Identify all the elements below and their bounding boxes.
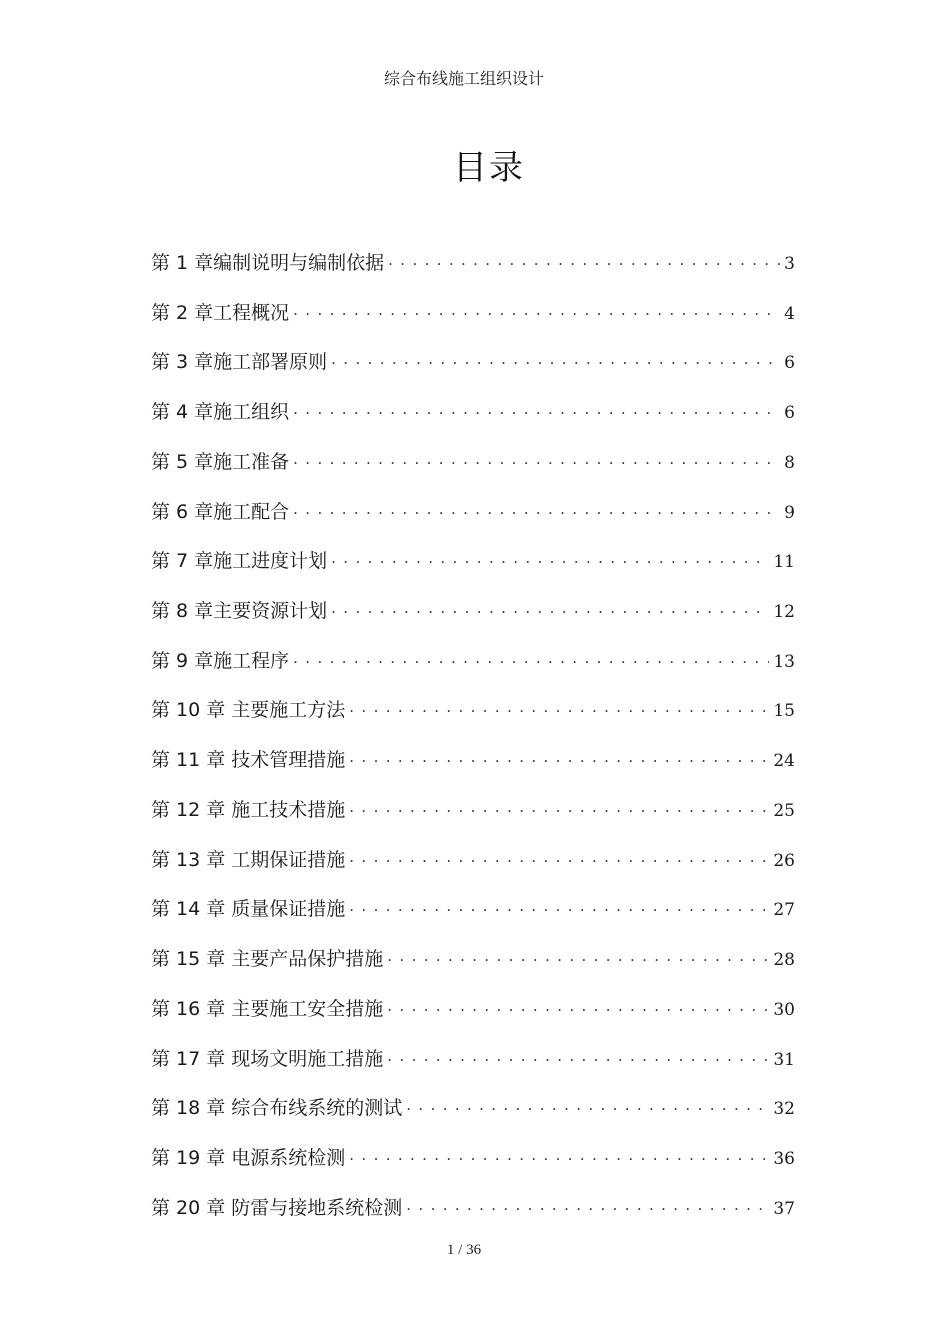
toc-entry-page-number: 3 (784, 254, 795, 274)
toc-entry[interactable] (151, 497, 795, 547)
toc-entry-label: 第 15 章 主要产品保护措施 (151, 948, 384, 971)
toc-entry[interactable] (151, 397, 795, 447)
toc-title: 目录 (453, 148, 525, 188)
toc-entry-label: 第 18 章 综合布线系统的测试 (151, 1097, 403, 1120)
toc-entry[interactable] (151, 745, 795, 795)
toc-entry-page-number: 28 (773, 950, 795, 971)
toc-entry-label: 第 12 章 施工技术措施 (151, 798, 346, 821)
toc-entry-page-number: 24 (773, 751, 795, 772)
toc-dot-leader (349, 747, 769, 766)
toc-entry-page-number: 6 (784, 353, 795, 374)
toc-dot-leader (387, 946, 769, 965)
toc-entry-page-number: 15 (773, 701, 795, 722)
toc-entry[interactable] (151, 894, 795, 944)
toc-dot-leader (349, 896, 769, 915)
toc-entry[interactable] (151, 347, 795, 397)
toc-entry[interactable] (151, 695, 795, 745)
toc-entry-label: 第 8 章主要资源计划 (151, 600, 328, 623)
toc-dot-leader (349, 847, 769, 866)
toc-entry-label: 第 10 章 主要施工方法 (151, 699, 346, 722)
toc-entry-label: 第 4 章施工组织 (151, 401, 290, 424)
toc-dot-leader (406, 1195, 769, 1214)
toc-dot-leader (293, 449, 780, 468)
toc-entry-label: 第 2 章工程概况 (151, 301, 290, 324)
toc-entry-page-number: 4 (784, 303, 795, 324)
toc-dot-leader (331, 598, 769, 617)
toc-entry-page-number: 30 (773, 999, 795, 1020)
toc-dot-leader (349, 697, 769, 716)
toc-entry-label: 第 17 章 现场文明施工措施 (151, 1047, 384, 1070)
toc-entry-page-number: 26 (773, 850, 795, 871)
toc-entry[interactable] (151, 298, 795, 348)
toc-entry[interactable] (151, 596, 795, 646)
toc-dot-leader (331, 548, 769, 567)
toc-entry-label: 第 3 章施工部署原则 (151, 351, 328, 374)
toc-dot-leader (387, 1046, 769, 1065)
toc-entry-page-number: 27 (773, 900, 795, 921)
toc-entry[interactable] (151, 944, 795, 994)
toc-dot-leader (406, 1095, 769, 1114)
toc-entry-label: 第 13 章 工期保证措施 (151, 848, 346, 871)
page-number: 1 / 36 (446, 1242, 482, 1258)
toc-dot-leader (331, 349, 780, 368)
toc-dot-leader (293, 499, 780, 518)
toc-dot-leader (293, 300, 780, 319)
toc-entry[interactable] (151, 795, 795, 845)
toc-entry-label: 第 9 章施工程序 (151, 649, 290, 672)
toc-entry-page-number: 25 (773, 800, 795, 821)
toc-entry-label: 第 5 章施工准备 (151, 450, 290, 473)
toc-entry-page-number: 31 (773, 1049, 795, 1070)
toc-entry[interactable] (151, 248, 795, 298)
toc-entry[interactable] (151, 1143, 795, 1193)
toc-entry[interactable] (151, 546, 795, 596)
toc-entry-page-number: 8 (784, 452, 795, 473)
toc-entry[interactable] (151, 1044, 795, 1094)
toc-entry-page-number: 36 (773, 1148, 795, 1169)
toc-entry-page-number: 11 (773, 552, 795, 573)
toc-entry-label: 第 20 章 防雷与接地系统检测 (151, 1196, 403, 1219)
toc-entry[interactable] (151, 845, 795, 895)
toc-entry-page-number: 32 (773, 1099, 795, 1120)
toc-dot-leader (293, 648, 769, 667)
toc-entry[interactable] (151, 994, 795, 1044)
toc-entry-label: 第 16 章 主要施工安全措施 (151, 997, 384, 1020)
toc-entry-label: 第 11 章 技术管理措施 (151, 749, 346, 772)
toc-entry-label: 第 6 章施工配合 (151, 500, 290, 523)
toc-dot-leader (388, 250, 780, 269)
toc-entry-page-number: 37 (773, 1198, 795, 1219)
toc-entry[interactable] (151, 1093, 795, 1143)
toc-entry[interactable] (151, 1193, 795, 1243)
toc-entry-page-number: 12 (773, 602, 795, 623)
toc-dot-leader (293, 399, 780, 418)
toc-entry-label: 第 19 章 电源系统检测 (151, 1146, 346, 1169)
toc-entry-label: 第 7 章施工进度计划 (151, 550, 328, 573)
running-header: 综合布线施工组织设计 (383, 69, 544, 88)
toc-entry-page-number: 6 (784, 403, 795, 424)
toc-entry-page-number: 9 (784, 502, 795, 523)
toc-dot-leader (387, 996, 769, 1015)
toc-list (151, 248, 795, 1242)
toc-dot-leader (349, 797, 769, 816)
toc-entry[interactable] (151, 646, 795, 696)
toc-entry[interactable] (151, 447, 795, 497)
toc-dot-leader (349, 1145, 769, 1164)
toc-entry-label: 第 1 章编制说明与编制依据 (151, 252, 385, 274)
toc-entry-label: 第 14 章 质量保证措施 (151, 898, 346, 921)
toc-entry-page-number: 13 (773, 651, 795, 672)
